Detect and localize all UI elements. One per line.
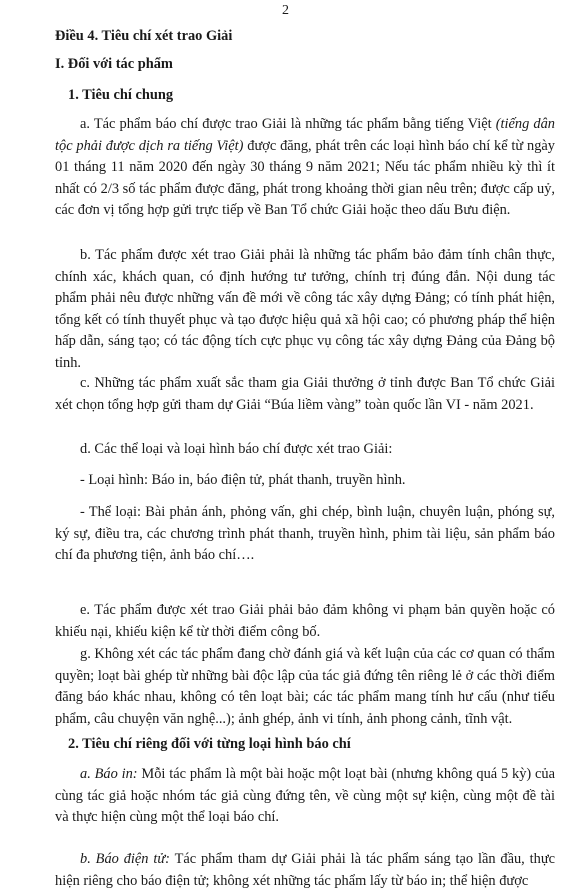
criteria-online-text: Tác phẩm tham dự Giải phải là tác phẩm sáng tạo lần đầu, thực hiện riêng cho báo điện tử; không xét những tác phẩm lấy từ báo in; thể hiện được	[55, 851, 555, 889]
article-heading: Điều 4. Tiêu chí xét trao Giải	[55, 28, 233, 44]
subsection-heading-general: 1. Tiêu chí chung	[68, 87, 174, 103]
criteria-print-text: Mỗi tác phẩm là một bài hoặc một loạt bài (nhưng không quá 5 kỳ) của cùng tác giả hoặc nhóm tác giả cùng đứng tên, về cùng một sự kiện, cùng một đề tài và thực hiện cùng một thể loại báo chí.	[55, 766, 556, 826]
paragraph-c: c. Những tác phẩm xuất sắc tham gia Giải thưởng ở tỉnh được Ban Tổ chức Giải xét chọn tổng hợp gửi tham dự Giải “Búa liềm vàng” toàn quốc lần VI - năm 2021.	[55, 375, 555, 413]
subsection-heading-specific: 2. Tiêu chí riêng đối với từng loại hình báo chí	[68, 736, 351, 752]
paragraph-d-media-types: - Loại hình: Báo in, báo điện tử, phát thanh, truyền hình.	[80, 472, 406, 488]
section-heading: I. Đối với tác phẩm	[55, 56, 173, 72]
criteria-print-paragraph	[55, 764, 555, 829]
paragraph-e: e. Tác phẩm được xét trao Giải phải bảo đảm không vi phạm bản quyền hoặc có khiếu nại, khiếu kiện kể từ thời điểm công bố.	[55, 602, 555, 640]
paragraph-d-genres: - Thể loại: Bài phản ánh, phỏng vấn, ghi chép, bình luận, chuyên luận, phóng sự, ký sự, điều tra, các chương trình phát thanh, truyền hình, phim tài liệu, sản phẩm báo chí đa phương tiện, ảnh báo chí….	[55, 504, 555, 564]
paragraph-d: d. Các thể loại và loại hình báo chí được xét trao Giải:	[80, 441, 393, 457]
page-number: 2	[282, 3, 289, 18]
paragraph-a-italic-note: (tiếng dân tộc phải được dịch ra tiếng Việt)	[55, 116, 555, 154]
criteria-online-paragraph	[55, 849, 555, 892]
criteria-online-label: b. Báo điện tử:	[80, 851, 170, 867]
paragraph-a-rest: được đăng, phát trên các loại hình báo chí kể từ ngày 01 tháng 11 năm 2020 đến ngày 30 tháng 9 năm 2021; Nếu tác phẩm nhiều kỳ thì ít nhất có 2/3 số tác phẩm được đăng, phát trong khoảng thời gian nêu trên; được cấp uỷ, các đơn vị tổng hợp gửi trực tiếp về Ban Tổ chức Giải hoặc theo dấu Bưu điện.	[55, 137, 556, 219]
paragraph-b: b. Tác phẩm được xét trao Giải phải là những tác phẩm bảo đảm tính chân thực, chính xác, khách quan, có định hướng tư tưởng, chính trị đúng đắn. Nội dung tác phẩm phải nêu được những vấn đề mới về công tác xây dựng Đảng; có tính phát hiện, tổng kết có tính thuyết phục và tạo được hiệu quả xã hội cao; có phương pháp thể hiện hấp dẫn, sáng tạo; có tác động tích cực phục vụ công tác xây dựng Đảng của Đảng bộ tỉnh.	[55, 247, 555, 371]
paragraph-g: g. Không xét các tác phẩm đang chờ đánh giá và kết luận của các cơ quan có thẩm quyền; loạt bài ghép từ những bài độc lập của tác giả đứng tên riêng lẻ ở các thời điểm đăng báo khác nhau, không có tên loạt bài; các tác phẩm mang tính hư cấu (như tiểu phẩm, câu chuyện văn nghệ...); ảnh ghép, ảnh vi tính, ảnh phong cảnh, tĩnh vật.	[55, 646, 555, 727]
paragraph-a	[55, 114, 555, 222]
criteria-print-label: a. Báo in:	[80, 766, 138, 782]
paragraph-a-lead: a. Tác phẩm báo chí được trao Giải là những tác phẩm bằng tiếng Việt	[80, 116, 496, 132]
